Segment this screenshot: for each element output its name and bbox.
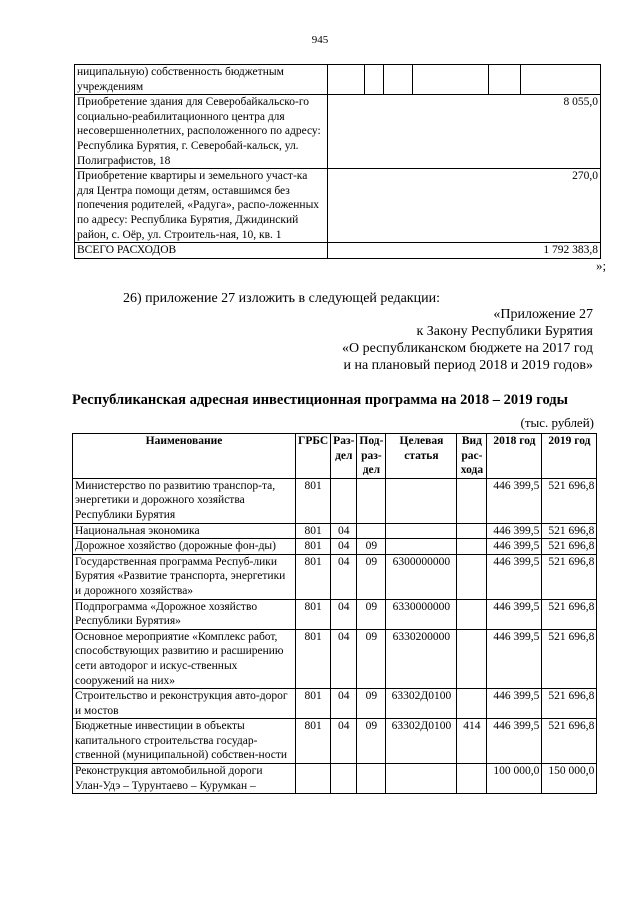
cell-y2018: 446 399,5 bbox=[487, 539, 542, 555]
cell-podrazdel: 09 bbox=[357, 629, 386, 688]
cell-y2018: 446 399,5 bbox=[487, 689, 542, 719]
cell-article: 6330000000 bbox=[386, 599, 457, 629]
cell-y2019: 521 696,8 bbox=[542, 719, 597, 764]
cell-y2019: 521 696,8 bbox=[542, 554, 597, 599]
annex-line: к Закону Республики Бурятия bbox=[416, 324, 593, 339]
row-amount: 8 055,0 bbox=[328, 95, 601, 169]
cell-vid bbox=[457, 599, 487, 629]
cell-article bbox=[386, 764, 457, 794]
cell-name: Строительство и реконструкция авто-дорог и мостов bbox=[73, 689, 296, 719]
cell-razdel bbox=[331, 478, 357, 523]
annex-line: «Приложение 27 bbox=[493, 307, 593, 322]
cell-podrazdel: 09 bbox=[357, 599, 386, 629]
table-row bbox=[75, 65, 601, 95]
units-label: (тыс. рублей) bbox=[520, 415, 594, 430]
cell-vid: 414 bbox=[457, 719, 487, 764]
cell-y2018: 446 399,5 bbox=[487, 719, 542, 764]
table-row bbox=[73, 523, 597, 539]
cell-podrazdel bbox=[357, 523, 386, 539]
cell-vid bbox=[457, 478, 487, 523]
cell-vid bbox=[457, 523, 487, 539]
cell-y2019: 521 696,8 bbox=[542, 478, 597, 523]
cell-razdel: 04 bbox=[331, 554, 357, 599]
header-grbs: ГРБС bbox=[296, 434, 331, 479]
table-header-row bbox=[73, 434, 597, 479]
annex-line: «О республиканском бюджете на 2017 год bbox=[342, 341, 593, 356]
annex-line: и на плановый период 2018 и 2019 годов» bbox=[343, 358, 593, 373]
cell-podrazdel bbox=[357, 764, 386, 794]
cell-name: Основное мероприятие «Комплекс работ, способствующих развитию и расширению сети автодорог и искус-ственных сооружений на них» bbox=[73, 629, 296, 688]
cell-article bbox=[386, 539, 457, 555]
cell-grbs bbox=[296, 764, 331, 794]
cell-vid bbox=[457, 629, 487, 688]
amendment-paragraph: 26) приложение 27 изложить в следующей редакции: bbox=[123, 291, 440, 306]
cell-podrazdel: 09 bbox=[357, 554, 386, 599]
table-row bbox=[75, 169, 601, 243]
table-row bbox=[73, 689, 597, 719]
total-row bbox=[75, 243, 601, 259]
cell-article: 6330200000 bbox=[386, 629, 457, 688]
cell-y2018: 446 399,5 bbox=[487, 629, 542, 688]
header-razdel: Раз-дел bbox=[331, 434, 357, 479]
cell-y2018: 446 399,5 bbox=[487, 523, 542, 539]
cell-article bbox=[386, 478, 457, 523]
cell-vid bbox=[457, 539, 487, 555]
cell-name: Бюджетные инвестиции в объекты капитального строительства государ-ственной (муниципальной) собствен-ности bbox=[73, 719, 296, 764]
annex-header bbox=[342, 306, 593, 374]
header-podrazdel: Под-раз-дел bbox=[357, 434, 386, 479]
cell-article bbox=[386, 523, 457, 539]
expenses-table-continued bbox=[74, 64, 601, 259]
header-2019: 2019 год bbox=[542, 434, 597, 479]
cell-name: Подпрограмма «Дорожное хозяйство Республики Бурятия» bbox=[73, 599, 296, 629]
row-name: ниципальную) собственность бюджетным учреждениям bbox=[75, 65, 328, 95]
cell-name: Национальная экономика bbox=[73, 523, 296, 539]
row-name: Приобретение квартиры и земельного участ-ка для Центра помощи детям, оставшимся без попечения родителей, «Радуга», распо-ложенных по адресу: Республика Бурятия, Джидинский район, с. Оёр, ул. Строитель-ная, 10, кв. 1 bbox=[75, 169, 328, 243]
cell-y2018: 446 399,5 bbox=[487, 478, 542, 523]
cell-y2018: 100 000,0 bbox=[487, 764, 542, 794]
cell-podrazdel: 09 bbox=[357, 689, 386, 719]
table-row bbox=[75, 95, 601, 169]
cell-grbs: 801 bbox=[296, 539, 331, 555]
cell-article: 63302Д0100 bbox=[386, 689, 457, 719]
cell-y2019: 521 696,8 bbox=[542, 523, 597, 539]
investment-program-table bbox=[72, 433, 597, 794]
row-amount bbox=[521, 65, 601, 95]
closing-quote: »; bbox=[596, 258, 607, 273]
cell-name: Министерство по развитию транспор-та, энергетики и дорожного хозяйства Республики Бурятия bbox=[73, 478, 296, 523]
cell-y2019: 150 000,0 bbox=[542, 764, 597, 794]
cell-y2018: 446 399,5 bbox=[487, 599, 542, 629]
cell-y2018: 446 399,5 bbox=[487, 554, 542, 599]
header-name: Наименование bbox=[73, 434, 296, 479]
cell-vid bbox=[457, 554, 487, 599]
cell-y2019: 521 696,8 bbox=[542, 599, 597, 629]
cell-name: Реконструкция автомобильной дороги Улан-Удэ – Турунтаево – Курумкан – bbox=[73, 764, 296, 794]
table-row bbox=[73, 629, 597, 688]
cell-razdel: 04 bbox=[331, 689, 357, 719]
header-vid: Вид рас-хода bbox=[457, 434, 487, 479]
cell-grbs: 801 bbox=[296, 689, 331, 719]
cell-y2019: 521 696,8 bbox=[542, 689, 597, 719]
cell-razdel: 04 bbox=[331, 539, 357, 555]
table-row bbox=[73, 764, 597, 794]
table-row bbox=[73, 539, 597, 555]
header-2018: 2018 год bbox=[487, 434, 542, 479]
cell-vid bbox=[457, 689, 487, 719]
table-row bbox=[73, 599, 597, 629]
cell-razdel: 04 bbox=[331, 599, 357, 629]
cell-podrazdel bbox=[357, 478, 386, 523]
cell-podrazdel: 09 bbox=[357, 539, 386, 555]
cell-grbs: 801 bbox=[296, 554, 331, 599]
cell-y2019: 521 696,8 bbox=[542, 539, 597, 555]
table-row bbox=[73, 554, 597, 599]
page-number: 945 bbox=[311, 34, 329, 46]
cell-name: Дорожное хозяйство (дорожные фон-ды) bbox=[73, 539, 296, 555]
header-article: Целевая статья bbox=[386, 434, 457, 479]
cell-podrazdel: 09 bbox=[357, 719, 386, 764]
cell-razdel: 04 bbox=[331, 719, 357, 764]
cell-razdel: 04 bbox=[331, 629, 357, 688]
total-label: ВСЕГО РАСХОДОВ bbox=[75, 243, 328, 259]
document-title: Республиканская адресная инвестиционная программа на 2018 – 2019 годы bbox=[72, 392, 568, 408]
cell-y2019: 521 696,8 bbox=[542, 629, 597, 688]
cell-razdel: 04 bbox=[331, 523, 357, 539]
table-row bbox=[73, 719, 597, 764]
cell-grbs: 801 bbox=[296, 719, 331, 764]
cell-article: 63302Д0100 bbox=[386, 719, 457, 764]
cell-name: Государственная программа Респуб-лики Бурятия «Развитие транспорта, энергетики и дорожного хозяйства» bbox=[73, 554, 296, 599]
cell-grbs: 801 bbox=[296, 629, 331, 688]
cell-grbs: 801 bbox=[296, 478, 331, 523]
row-name: Приобретение здания для Северобайкальско-го социально-реабилитационного центра для несовершеннолетних, расположенного по адресу: Республика Бурятия, г. Северобай-кальск, ул. Полиграфистов, 18 bbox=[75, 95, 328, 169]
cell-grbs: 801 bbox=[296, 523, 331, 539]
cell-article: 6300000000 bbox=[386, 554, 457, 599]
table-row bbox=[73, 478, 597, 523]
total-amount: 1 792 383,8 bbox=[328, 243, 601, 259]
row-amount: 270,0 bbox=[328, 169, 601, 243]
cell-vid bbox=[457, 764, 487, 794]
cell-razdel bbox=[331, 764, 357, 794]
cell-grbs: 801 bbox=[296, 599, 331, 629]
